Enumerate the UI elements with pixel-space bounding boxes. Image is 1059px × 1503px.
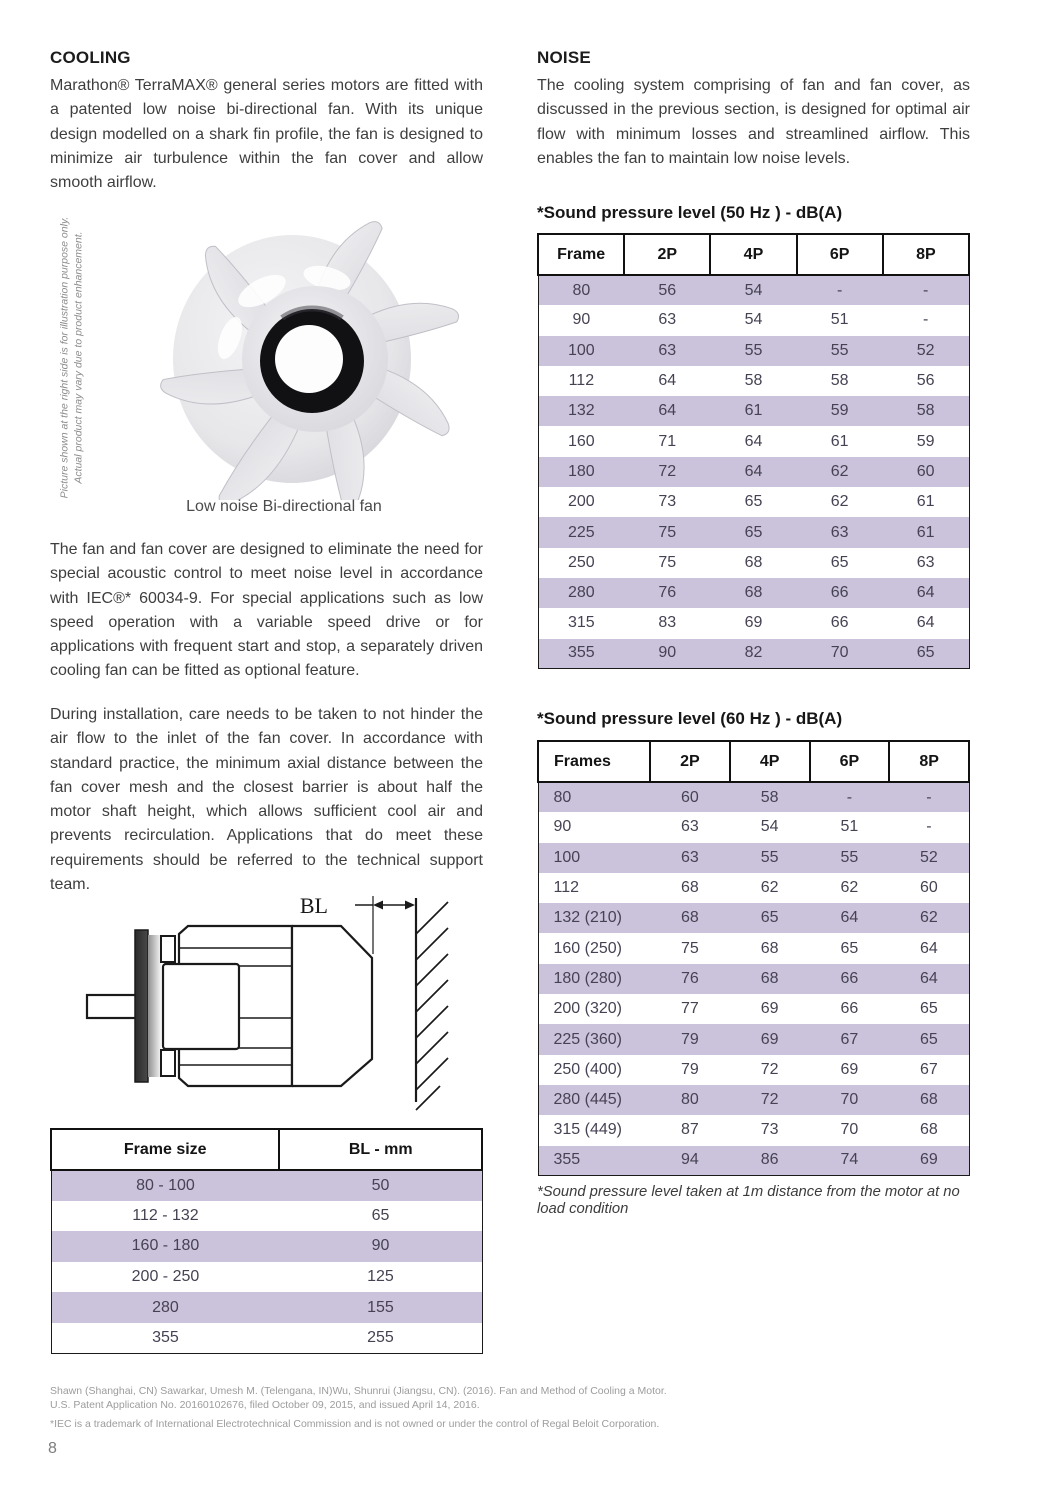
- table-cell: 55: [797, 336, 883, 366]
- table-cell: 74: [810, 1146, 890, 1176]
- table-cell: 100: [538, 336, 624, 366]
- table-header-cell: 8P: [889, 741, 969, 782]
- table-cell: 80: [538, 782, 650, 812]
- table-cell: 64: [624, 396, 710, 426]
- table-cell: 55: [810, 843, 890, 873]
- table-row: [51, 1323, 482, 1354]
- table-row: [538, 1055, 969, 1085]
- table-header-cell: Frames: [538, 741, 650, 782]
- table-row: [538, 873, 969, 903]
- table-cell: 65: [840, 939, 859, 957]
- table-cell: 61: [916, 493, 935, 511]
- table-cell: 79: [681, 1060, 699, 1078]
- table-cell: 86: [730, 1146, 810, 1176]
- table-cell: 90: [553, 818, 572, 836]
- patent-citation-line1: Shawn (Shanghai, CN) Sawarkar, Umesh M. (Telengana, IN)Wu, Shunrui (Jiangsu, CN). (2016). Fan and Method of Cooling a Motor.: [50, 1385, 667, 1397]
- table-cell: 112: [568, 372, 595, 390]
- cooling-body: Marathon® TerraMAX® general series motors are fitted with a patented low noise bi-directional fan. With its unique design modelled on a shark fin profile, the fan is designed to minimize air turbulence within the fan cover and allow smooth airflow.: [50, 77, 483, 192]
- table-cell: 64: [710, 457, 796, 487]
- table-cell: 51: [830, 311, 849, 329]
- acoustic-paragraph: The fan and fan cover are designed to eliminate the need for special acoustic control to meet noise level in accordance with IEC®* 60034-9. For special applications such as low speed operation with a variable speed drive or for applications with frequent start and stop, a separately driven cooling fan can be fitted as optional feature.: [50, 541, 483, 680]
- spl-50hz-table: [537, 233, 970, 669]
- table-cell: 160 (250): [553, 939, 622, 957]
- table-row: [538, 548, 969, 578]
- table-cell: 200 - 250: [131, 1268, 200, 1286]
- table-cell: 62: [797, 457, 883, 487]
- table-cell: 68: [681, 879, 699, 897]
- table-cell: 68: [889, 1085, 969, 1115]
- table-cell: 315 (449): [553, 1121, 622, 1139]
- table-cell: 160 - 180: [51, 1231, 279, 1262]
- noise-heading: NOISE: [537, 48, 591, 67]
- table-cell: 58: [883, 396, 969, 426]
- table-cell: 90: [572, 311, 591, 329]
- table-cell: 65: [710, 517, 796, 547]
- table-cell: 65: [889, 1024, 969, 1054]
- table-cell: 62: [840, 879, 859, 897]
- table-cell: 56: [916, 372, 935, 390]
- table-row: [51, 1262, 482, 1293]
- table-cell: 52: [883, 336, 969, 366]
- table-row: [51, 1231, 482, 1262]
- table-cell: 59: [916, 432, 935, 450]
- table-cell: 69: [760, 1000, 779, 1018]
- fan-caption: Low noise Bi-directional fan: [186, 498, 382, 515]
- fan-side-note: Picture shown at the right side is for illustration purpose only. Actual product may vary due to product enhancement.: [58, 216, 84, 499]
- table-cell: 70: [810, 1085, 890, 1115]
- table-cell: 73: [658, 493, 677, 511]
- table-cell: 80: [650, 1085, 730, 1115]
- table-cell: 80 - 100: [51, 1170, 279, 1201]
- table-cell: 63: [658, 311, 677, 329]
- table-cell: 61: [710, 396, 796, 426]
- table-cell: 62: [830, 493, 849, 511]
- table-cell: 65: [830, 553, 849, 571]
- table-cell: 65: [730, 903, 810, 933]
- table-row: [538, 396, 969, 426]
- table-cell: 69: [889, 1146, 969, 1176]
- table-row: [538, 366, 969, 396]
- table-header-cell: 6P: [810, 741, 890, 782]
- table-cell: 66: [840, 1000, 859, 1018]
- table-cell: 75: [624, 517, 710, 547]
- table-cell: 200 (320): [553, 1000, 622, 1018]
- table-row: [538, 487, 969, 517]
- table-cell: 94: [650, 1146, 730, 1176]
- table-cell: 77: [681, 1000, 699, 1018]
- table-cell: 155: [279, 1292, 482, 1323]
- table-row: [51, 1201, 482, 1232]
- table-cell: 90: [624, 639, 710, 669]
- table-cell: 200: [567, 493, 595, 511]
- table-row: [538, 336, 969, 366]
- table-cell: 64: [889, 964, 969, 994]
- table-cell: 69: [730, 1024, 810, 1054]
- table-cell: 60: [919, 879, 938, 897]
- table-cell: 80: [538, 275, 624, 305]
- table-cell: 160: [567, 432, 595, 450]
- table-header-cell: Frame size: [51, 1129, 279, 1170]
- table-cell: 64: [883, 578, 969, 608]
- table-cell: 75: [681, 939, 699, 957]
- table-cell: 72: [730, 1085, 810, 1115]
- cooling-heading: COOLING: [50, 48, 131, 67]
- table-cell: 63: [797, 517, 883, 547]
- table-cell: 58: [830, 372, 849, 390]
- table-row: [538, 964, 969, 994]
- table-cell: 65: [371, 1206, 390, 1224]
- table-cell: 67: [810, 1024, 890, 1054]
- table-cell: 63: [650, 843, 730, 873]
- table-cell: 355: [538, 639, 624, 669]
- table-cell: 225: [538, 517, 624, 547]
- table-cell: 59: [797, 396, 883, 426]
- table-cell: 68: [760, 939, 779, 957]
- table-cell: 60: [883, 457, 969, 487]
- bl-dimension-label: BL: [299, 893, 328, 918]
- table-header-cell: BL - mm: [279, 1129, 482, 1170]
- table-row: [538, 903, 969, 933]
- table-cell: 65: [919, 1000, 938, 1018]
- table-cell: 64: [744, 432, 763, 450]
- table-row: [538, 305, 969, 335]
- table-cell: 71: [658, 432, 677, 450]
- table-cell: 125: [367, 1268, 394, 1286]
- table-cell: 75: [658, 553, 677, 571]
- table-cell: 255: [367, 1329, 394, 1347]
- table-cell: 180 (280): [538, 964, 650, 994]
- table-header-cell: 4P: [710, 234, 796, 275]
- table-cell: 83: [658, 614, 677, 632]
- table-cell: 64: [919, 939, 938, 957]
- table-cell: -: [883, 275, 969, 305]
- table-cell: 66: [830, 614, 849, 632]
- table-header-cell: 6P: [797, 234, 883, 275]
- table-cell: 280 (445): [538, 1085, 650, 1115]
- table-row: [538, 608, 969, 638]
- table-header-cell: 8P: [883, 234, 969, 275]
- table-cell: 64: [810, 903, 890, 933]
- table-cell: 250: [567, 553, 595, 571]
- table-row: [51, 1170, 482, 1201]
- table-cell: 67: [919, 1060, 938, 1078]
- table-cell: 70: [797, 639, 883, 669]
- table-header-cell: Frame: [538, 234, 624, 275]
- table-cell: 355: [152, 1329, 179, 1347]
- table-row: [538, 812, 969, 842]
- table-cell: 315: [567, 614, 595, 632]
- table-cell: 63: [624, 336, 710, 366]
- noise-body: The cooling system comprising of fan and fan cover, as discussed in the previous section, is designed for optimal air flow with minimum losses and streamlined airflow. This enables the fan to maintain low noise levels.: [537, 77, 970, 167]
- spl-footnote: *Sound pressure level taken at 1m distance from the motor at no load condition: [537, 1184, 960, 1217]
- table-cell: 63: [916, 553, 935, 571]
- table-cell: 250 (400): [553, 1060, 622, 1078]
- table-cell: 72: [760, 1060, 779, 1078]
- table-cell: 82: [710, 639, 796, 669]
- table-row: [538, 1024, 969, 1054]
- table-cell: 69: [744, 614, 763, 632]
- table-row: [538, 517, 969, 547]
- fan-image: [112, 196, 516, 500]
- table-cell: -: [922, 311, 929, 329]
- table-cell: 61: [883, 517, 969, 547]
- table-header-cell: 2P: [624, 234, 710, 275]
- table-cell: 56: [624, 275, 710, 305]
- table-row: [538, 457, 969, 487]
- spl-60hz-title: *Sound pressure level (60 Hz ) - dB(A): [537, 709, 843, 728]
- table-row: [538, 1085, 969, 1115]
- table-cell: 112: [553, 879, 580, 897]
- patent-citation-line2: U.S. Patent Application No. 20160102676, filed October 09, 2015, and issued April 14, 2016.: [50, 1398, 480, 1411]
- table-cell: 65: [883, 639, 969, 669]
- table-cell: 58: [730, 782, 810, 812]
- installation-paragraph: During installation, care needs to be taken to not hinder the air flow to the inlet of the fan cover. In accordance with standard practice, the minimum axial distance between the fan cover mesh and the closest barrier is about half the motor shaft height, which allows sufficient cool air and prevents recirculation. Applications that do meet these requirements should be referred to the technical support team.: [50, 706, 483, 894]
- table-cell: 225 (360): [538, 1024, 650, 1054]
- table-cell: 66: [797, 578, 883, 608]
- table-cell: 79: [650, 1024, 730, 1054]
- table-cell: 132: [538, 396, 624, 426]
- table-cell: 55: [730, 843, 810, 873]
- table-row: [538, 843, 969, 873]
- table-cell: 73: [760, 1121, 779, 1139]
- table-row: [538, 275, 969, 305]
- table-row: [538, 933, 969, 963]
- table-row: [538, 1146, 969, 1176]
- table-row: [538, 426, 969, 456]
- table-cell: 66: [810, 964, 890, 994]
- spl-50hz-title: *Sound pressure level (50 Hz ) - dB(A): [537, 203, 843, 222]
- patent-citation: [50, 1385, 990, 1412]
- table-cell: 61: [830, 432, 849, 450]
- table-row: [538, 994, 969, 1024]
- table-cell: 62: [760, 879, 779, 897]
- table-cell: 112 - 132: [132, 1206, 199, 1224]
- table-cell: 68: [710, 578, 796, 608]
- table-cell: 90: [279, 1231, 482, 1262]
- table-header-cell: 2P: [650, 741, 730, 782]
- table-cell: 70: [840, 1121, 859, 1139]
- page-number: 8: [48, 1440, 57, 1457]
- table-cell: 63: [681, 818, 699, 836]
- table-cell: 68: [919, 1121, 938, 1139]
- table-cell: -: [797, 275, 883, 305]
- table-cell: 55: [710, 336, 796, 366]
- table-cell: -: [889, 782, 969, 812]
- spl-60hz-table: [537, 740, 970, 1176]
- table-row: [538, 639, 969, 669]
- table-cell: 65: [744, 493, 763, 511]
- table-cell: 280: [51, 1292, 279, 1323]
- table-cell: 64: [658, 372, 677, 390]
- table-cell: 72: [624, 457, 710, 487]
- table-row: [538, 578, 969, 608]
- table-cell: 52: [889, 843, 969, 873]
- table-cell: 64: [916, 614, 935, 632]
- table-cell: 58: [744, 372, 763, 390]
- frame-size-table: [50, 1128, 483, 1354]
- table-cell: 54: [760, 818, 779, 836]
- table-header-cell: 4P: [730, 741, 810, 782]
- table-cell: 68: [730, 964, 810, 994]
- table-cell: 51: [840, 818, 859, 836]
- table-cell: 100: [538, 843, 650, 873]
- table-cell: 69: [840, 1060, 859, 1078]
- table-cell: 54: [744, 311, 763, 329]
- table-row: [538, 1115, 969, 1145]
- table-cell: -: [926, 818, 932, 836]
- table-cell: 50: [279, 1170, 482, 1201]
- table-cell: 180: [538, 457, 624, 487]
- iec-trademark-note: *IEC is a trademark of International Electrotechnical Commission and is not owned or under the control of Regal Beloit Corporation.: [50, 1418, 660, 1430]
- table-cell: 68: [650, 903, 730, 933]
- table-row: [51, 1292, 482, 1323]
- table-cell: 280: [538, 578, 624, 608]
- bl-diagram: [60, 888, 480, 1123]
- table-row: [538, 782, 969, 812]
- table-cell: 76: [650, 964, 730, 994]
- table-cell: 87: [681, 1121, 699, 1139]
- table-cell: 68: [744, 553, 763, 571]
- table-cell: 76: [624, 578, 710, 608]
- table-cell: 54: [710, 275, 796, 305]
- table-cell: 60: [650, 782, 730, 812]
- table-cell: 132 (210): [538, 903, 650, 933]
- table-cell: 62: [889, 903, 969, 933]
- table-cell: 355: [538, 1146, 650, 1176]
- table-cell: -: [810, 782, 890, 812]
